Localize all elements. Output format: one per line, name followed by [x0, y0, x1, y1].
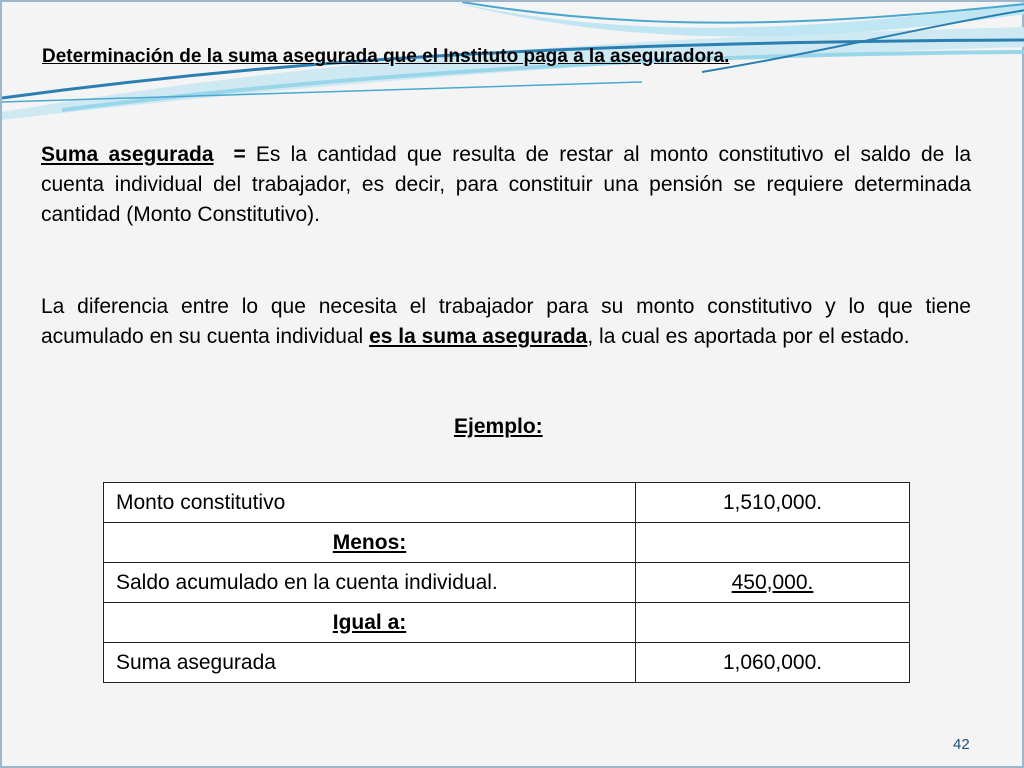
table-row: [104, 603, 910, 643]
explanation-text-before: La diferencia entre lo que necesita el trabajador para su monto constitutivo y lo que tiene acumulado en su cuenta individual: [41, 295, 971, 348]
definition-paragraph: [41, 140, 971, 230]
row-label: Saldo acumulado en la cuenta individual.: [104, 563, 636, 603]
page-number: 42: [953, 736, 970, 753]
calculation-table: [103, 482, 910, 683]
row-value: 1,510,000.: [636, 483, 910, 523]
table-row: [104, 483, 910, 523]
row-label: Menos:: [104, 523, 636, 563]
row-label: Monto constitutivo: [104, 483, 636, 523]
row-value: 450,000.: [636, 563, 910, 603]
definition-term: Suma asegurada: [41, 143, 214, 166]
example-heading: Ejemplo:: [454, 415, 543, 438]
row-label: Suma asegurada: [104, 643, 636, 683]
definition-text: Es la cantidad que resulta de restar al monto constitutivo el saldo de la cuenta individual del trabajador, es decir, para constituir una pensión se requiere determinada cantidad (Monto Constitutivo).: [41, 143, 972, 226]
table-row: [104, 643, 910, 683]
row-value: [636, 523, 910, 563]
row-value: [636, 603, 910, 643]
explanation-emphasis: es la suma asegurada: [369, 325, 588, 348]
explanation-text-after: , la cual es aportada por el estado.: [587, 325, 910, 348]
equals-sign: =: [233, 143, 246, 166]
explanation-paragraph: [41, 292, 971, 352]
row-value: 1,060,000.: [636, 643, 910, 683]
slide-title: Determinación de la suma asegurada que el Instituto paga a la aseguradora.: [42, 46, 730, 67]
table-row: [104, 563, 910, 603]
row-label: Igual a:: [104, 603, 636, 643]
table-row: [104, 523, 910, 563]
